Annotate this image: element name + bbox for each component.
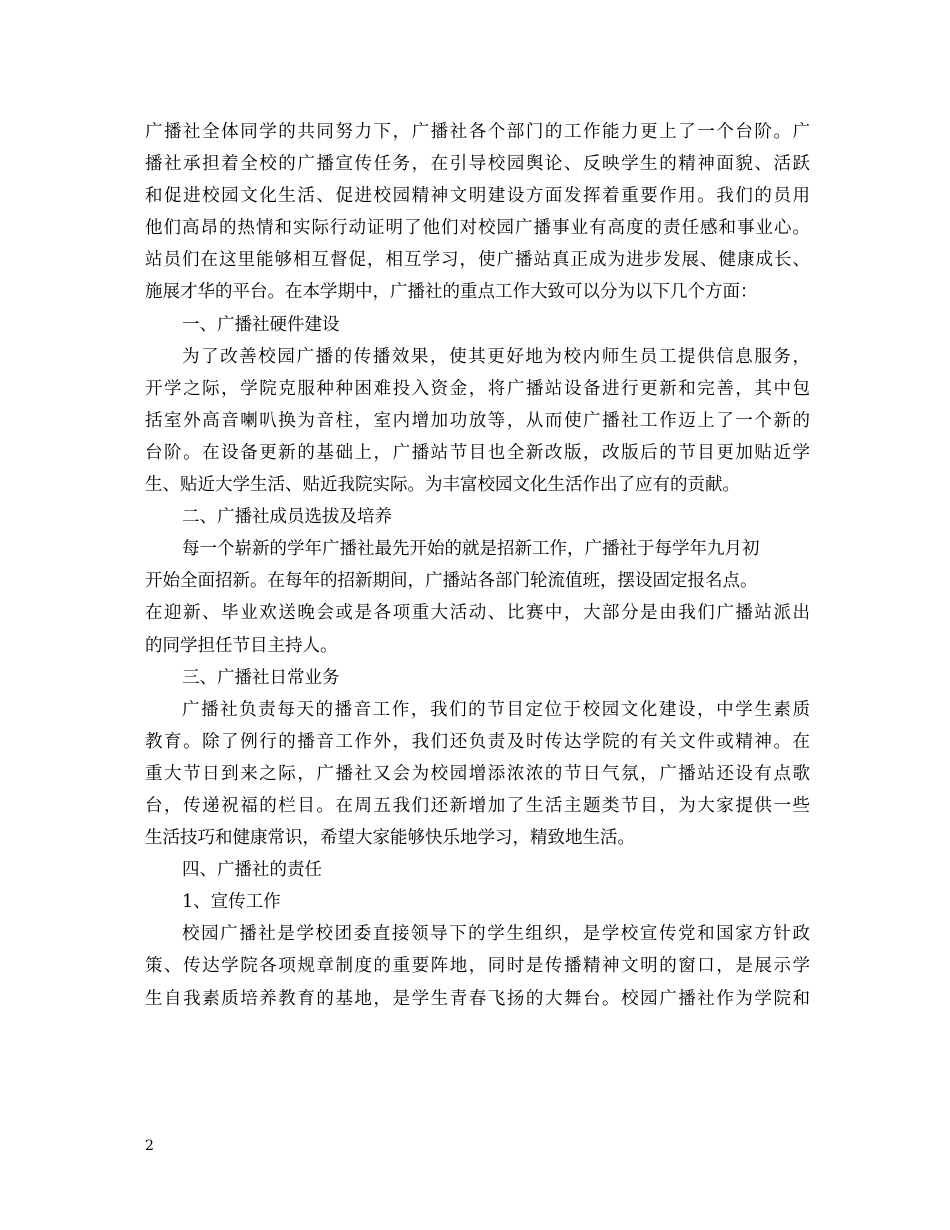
section-heading: 三、广播社日常业务 — [182, 667, 340, 688]
section-heading: 四、广播社的责任 — [182, 860, 322, 881]
text-line: 生、贴近大学生活、贴近我院实际。为丰富校园文化生活作出了应有的贡献。 — [145, 475, 740, 496]
text-line: 站员们在这里能够相互督促，相互学习，使广播站真正成为进步发展、健康成长、 — [145, 250, 810, 271]
text-line: 台阶。在设备更新的基础上，广播站节目也全新改版，改版后的节目更加贴近学 — [145, 442, 810, 463]
text-line: 和促进校园文化生活、促进校园精神文明建设方面发挥着重要作用。我们的员用 — [145, 186, 810, 207]
document-body — [145, 116, 810, 1015]
text-line: 广播社全体同学的共同努力下，广播社各个部门的工作能力更上了一个台阶。广 — [145, 122, 810, 142]
text-line: 为了改善校园广播的传播效果，使其更好地为校内师生员工提供信息服务， — [182, 346, 810, 367]
text-line: 校园广播社是学校团委直接领导下的学生组织，是学校宣传党和国家方针政 — [182, 924, 810, 945]
text-line: 他们高昂的热情和实际行动证明了他们对校园广播事业有高度的责任感和事业心。 — [145, 218, 810, 239]
section-heading: 二、广播社成员选拔及培养 — [182, 507, 392, 528]
text-line: 生自我素质培养教育的基地，是学生青春飞扬的大舞台。校园广播社作为学院和 — [145, 988, 810, 1009]
text-line: 每一个崭新的学年广播社最先开始的就是招新工作，广播社于每学年九月初 — [182, 539, 760, 560]
text-line: 广播社负责每天的播音工作，我们的节目定位于校园文化建设，中学生素质 — [182, 699, 810, 720]
subsection-heading: 1、宣传工作 — [182, 892, 281, 913]
text-line: 策、传达学院各项规章制度的重要阵地，同时是传播精神文明的窗口，是展示学 — [145, 956, 810, 977]
page-number: 2 — [145, 1138, 154, 1154]
section-heading: 一、广播社硬件建设 — [182, 314, 340, 335]
text-line: 的同学担任节目主持人。 — [145, 635, 338, 656]
text-line: 播社承担着全校的广播宣传任务，在引导校园舆论、反映学生的精神面貌、活跃 — [145, 154, 810, 175]
text-line: 教育。除了例行的播音工作外，我们还负责及时传达学院的有关文件或精神。在 — [145, 731, 810, 752]
text-line: 生活技巧和健康常识，希望大家能够快乐地学习，精致地生活。 — [145, 828, 635, 849]
text-line: 开学之际，学院克服种种困难投入资金，将广播站设备进行更新和完善，其中包 — [145, 378, 810, 399]
text-line: 括室外高音喇叭换为音柱，室内增加功放等，从而使广播社工作迈上了一个新的 — [145, 410, 810, 431]
text-line: 开始全面招新。在每年的招新期间，广播站各部门轮流值班，摆设固定报名点。 — [145, 571, 758, 592]
text-line: 重大节日到来之际，广播社又会为校园增添浓浓的节日气氛，广播站还设有点歌 — [145, 763, 810, 784]
text-line: 在迎新、毕业欢送晚会或是各项重大活动、比赛中，大部分是由我们广播站派出 — [145, 603, 810, 624]
text-line: 施展才华的平台。在本学期中，广播社的重点工作大致可以分为以下几个方面： — [145, 282, 758, 303]
text-line: 台，传递祝福的栏目。在周五我们还新增加了生活主题类节目，为大家提供一些 — [145, 795, 810, 816]
